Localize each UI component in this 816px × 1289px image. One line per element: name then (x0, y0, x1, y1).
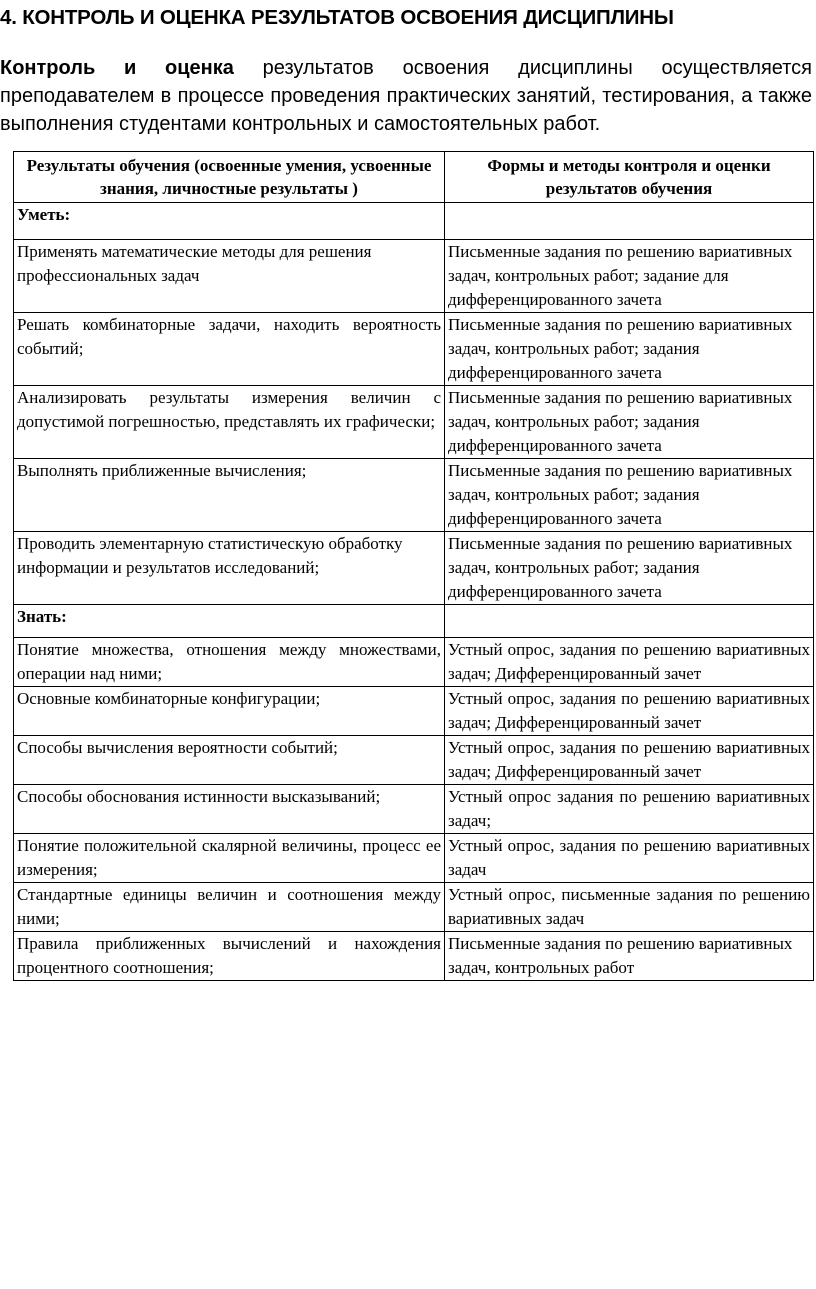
method-cell: Устный опрос, письменные задания по решению вариативных задач (445, 883, 814, 932)
method-cell: Письменные задания по решению вариативных задач, контрольных работ; задания дифференцированного зачета (445, 459, 814, 532)
section-title-skills: Уметь: (14, 203, 445, 240)
method-cell: Письменные задания по решению вариативных задач, контрольных работ; задание для дифференцированного зачета (445, 240, 814, 313)
method-cell: Письменные задания по решению вариативных задач, контрольных работ; задания дифференцированного зачета (445, 532, 814, 605)
table-row (14, 313, 814, 386)
method-cell: Устный опрос, задания по решению вариативных задач (445, 834, 814, 883)
header-learning-results: Результаты обучения (освоенные умения, усвоенные знания, личностные результаты ) (14, 152, 445, 203)
result-cell: Понятие положительной скалярной величины, процесс ее измерения; (14, 834, 445, 883)
table-row (14, 932, 814, 981)
section-heading: 4. КОНТРОЛЬ И ОЦЕНКА РЕЗУЛЬТАТОВ ОСВОЕНИЯ ДИСЦИПЛИНЫ (0, 6, 674, 29)
section-row-skills (14, 203, 814, 240)
result-cell: Понятие множества, отношения между множествами, операции над ними; (14, 638, 445, 687)
table-row (14, 883, 814, 932)
result-cell: Анализировать результаты измерения величин с допустимой погрешностью, представлять их графически; (14, 386, 445, 459)
table-row (14, 532, 814, 605)
table-row (14, 459, 814, 532)
table-row (14, 240, 814, 313)
results-table (13, 151, 814, 981)
table-row (14, 638, 814, 687)
table-row (14, 687, 814, 736)
method-cell: Письменные задания по решению вариативных задач, контрольных работ; задания дифференцированного зачета (445, 313, 814, 386)
result-cell: Выполнять приближенные вычисления; (14, 459, 445, 532)
table-row (14, 386, 814, 459)
method-cell: Устный опрос задания по решению вариативных задач; (445, 785, 814, 834)
section-row-knowledge (14, 605, 814, 638)
intro-bold-lead: Контроль и оценка (0, 57, 234, 79)
header-control-methods: Формы и методы контроля и оценки результатов обучения (445, 152, 814, 203)
result-cell: Основные комбинаторные конфигурации; (14, 687, 445, 736)
section-title-knowledge: Знать: (14, 605, 445, 638)
result-cell: Решать комбинаторные задачи, находить вероятность событий; (14, 313, 445, 386)
section-blank-cell (445, 605, 814, 638)
result-cell: Применять математические методы для решения профессиональных задач (14, 240, 445, 313)
result-cell: Способы обоснования истинности высказываний; (14, 785, 445, 834)
method-cell: Устный опрос, задания по решению вариативных задач; Дифференцированный зачет (445, 638, 814, 687)
section-blank-cell (445, 203, 814, 240)
method-cell: Письменные задания по решению вариативных задач, контрольных работ (445, 932, 814, 981)
table-row (14, 736, 814, 785)
result-cell: Проводить элементарную статистическую обработку информации и результатов исследований; (14, 532, 445, 605)
intro-paragraph (0, 54, 812, 138)
table-header-row (14, 152, 814, 203)
method-cell: Устный опрос, задания по решению вариативных задач; Дифференцированный зачет (445, 736, 814, 785)
method-cell: Письменные задания по решению вариативных задач, контрольных работ; задания дифференцированного зачета (445, 386, 814, 459)
intro-text: результатов освоения дисциплины осуществляется преподавателем в процессе проведения практических занятий, тестирования, а также выполнения студентами контрольных и самостоятельных работ. (0, 57, 812, 135)
result-cell: Стандартные единицы величин и соотношения между ними; (14, 883, 445, 932)
result-cell: Способы вычисления вероятности событий; (14, 736, 445, 785)
table-row (14, 785, 814, 834)
result-cell: Правила приближенных вычислений и нахождения процентного соотношения; (14, 932, 445, 981)
table-row (14, 834, 814, 883)
method-cell: Устный опрос, задания по решению вариативных задач; Дифференцированный зачет (445, 687, 814, 736)
